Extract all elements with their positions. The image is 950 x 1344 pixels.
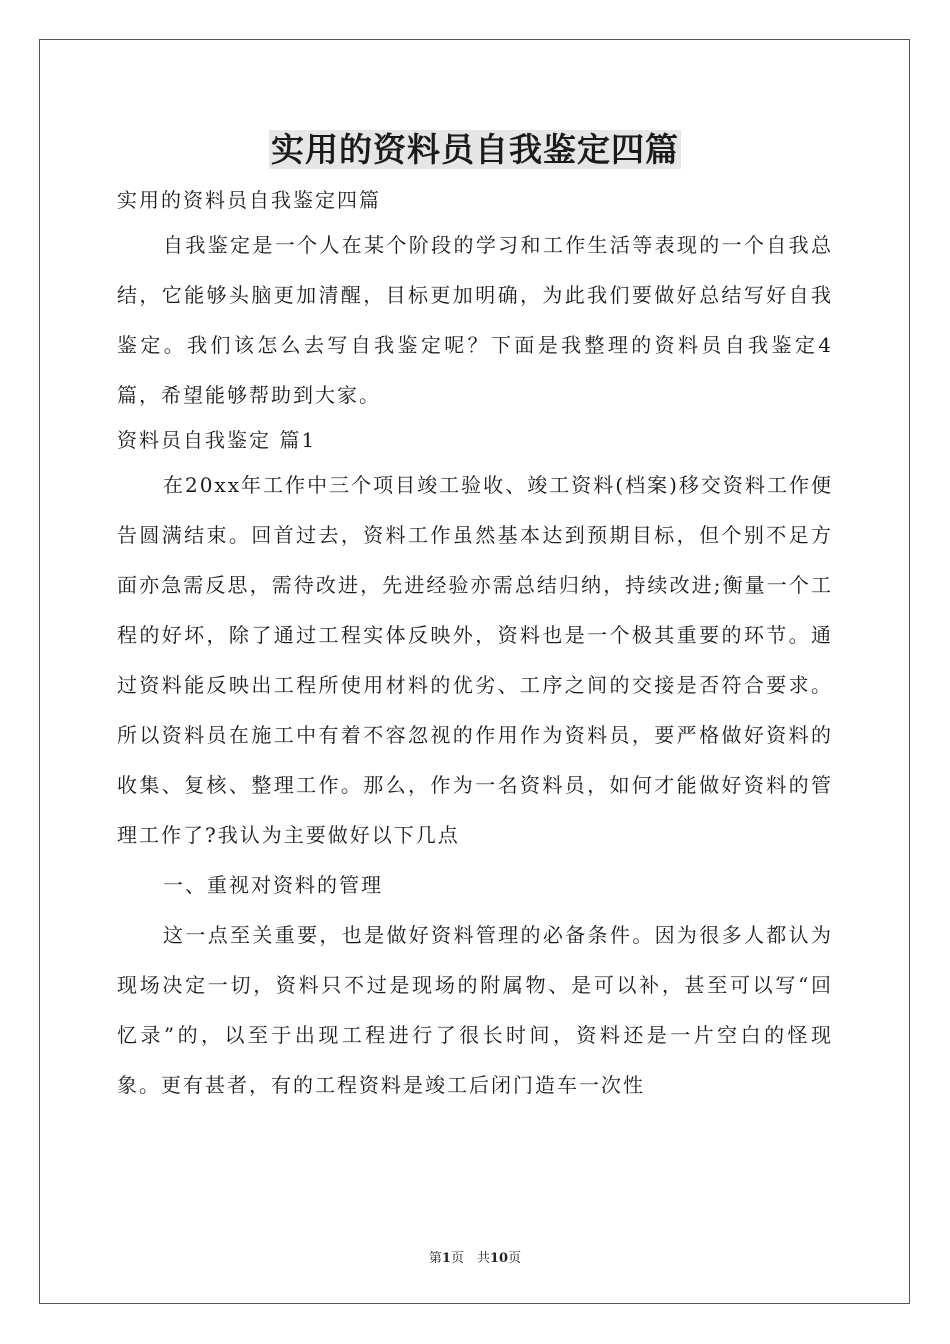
section-heading: 资料员自我鉴定 篇1 xyxy=(117,428,317,452)
page-footer xyxy=(0,1247,950,1266)
body-paragraph: 这一点至关重要，也是做好资料管理的必备条件。因为很多人都认为现场决定一切，资料只不过是现场的附属物、是可以补，甚至可以写“回忆录”的，以至于出现工程进行了很长时间，资料还是一片空白的怪现象。更有甚者，有的工程资料是竣工后闭门造车一次性 xyxy=(117,923,833,1097)
total-page-count: 10 xyxy=(489,1251,509,1266)
document-body xyxy=(117,180,833,1110)
document-title xyxy=(0,128,950,172)
document-title-text: 实用的资料员自我鉴定四篇 xyxy=(271,130,679,169)
intro-paragraph: 自我鉴定是一个人在某个阶段的学习和工作生活等表现的一个自我总结，它能够头脑更加清醒，目标更加明确，为此我们要做好总结写好自我鉴定。我们该怎么去写自我鉴定呢？下面是我整理的资料员自我鉴定4篇，希望能够帮助到大家。 xyxy=(117,233,833,407)
subtitle-paragraph: 实用的资料员自我鉴定四篇 xyxy=(117,188,381,212)
page-number-mid: 页 共 xyxy=(450,1251,490,1266)
page-number-prefix: 第 xyxy=(428,1251,442,1266)
point-heading: 一、重视对资料的管理 xyxy=(163,873,383,897)
current-page-number: 1 xyxy=(441,1251,451,1266)
body-paragraph: 在20xx年工作中三个项目竣工验收、竣工资料(档案)移交资料工作便告圆满结束。回首过去，资料工作虽然基本达到预期目标，但个别不足方面亦急需反思，需待改进，先进经验亦需总结归纳，持续改进;衡量一个工程的好坏，除了通过工程实体反映外，资料也是一个极其重要的环节。通过资料能反映出工程所使用材料的优劣、工序之间的交接是否符合要求。所以资料员在施工中有着不容忽视的作用作为资料员，要严格做好资料的收集、复核、整理工作。那么，作为一名资料员，如何才能做好资料的管理工作了?我认为主要做好以下几点 xyxy=(117,473,833,847)
page-number-suffix: 页 xyxy=(508,1251,522,1266)
